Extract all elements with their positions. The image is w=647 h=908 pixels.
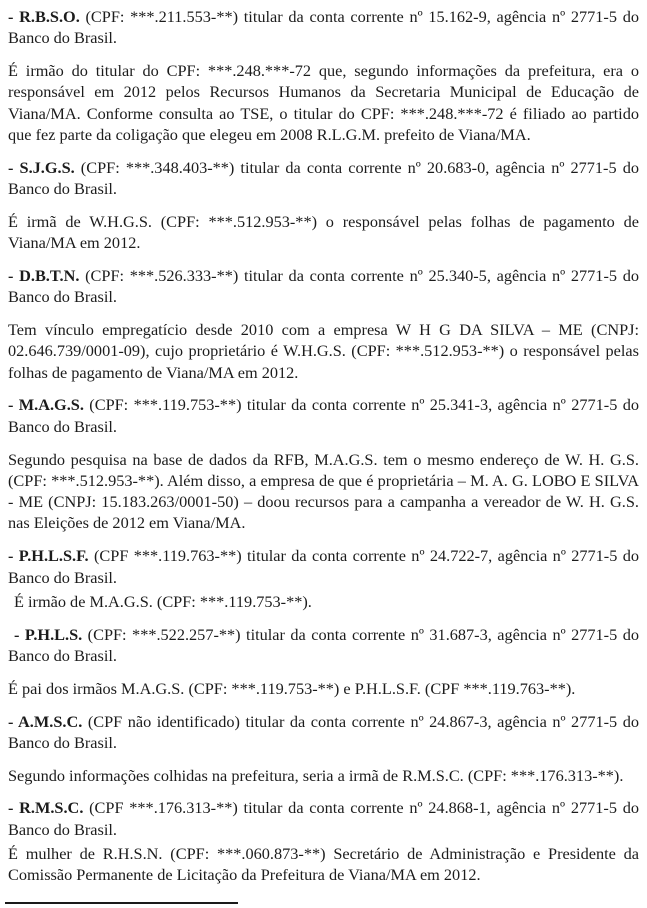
entry-initials: - P.H.L.S. — [14, 624, 83, 644]
account-entry-paragraph: - A.M.S.C. (CPF não identificado) titular da conta corrente nº 24.867-3, agência nº 2771-5 do Banco do Brasil. — [8, 711, 639, 752]
note-paragraph: Segundo pesquisa na base de dados da RFB, M.A.G.S. tem o mesmo endereço de W. H. G.S. (CPF: ***.512.953-**). Além disso, a empresa de que é proprietária – M. A. G. LOBO E SILVA - ME (CNPJ: 15.183.263/0001-50) – doou recursos para a campanha a vereador de W. H. G.S. nas Eleições de 2012 em Viana/MA. — [8, 449, 639, 533]
account-entry-paragraph: - P.H.L.S.F. (CPF ***.119.763-**) titular da conta corrente nº 24.722-7, agência nº 2771-5 do Banco do Brasil. — [8, 546, 639, 587]
entry-initials: - S.J.G.S. — [8, 157, 75, 177]
note-paragraph: É irmão de M.A.G.S. (CPF: ***.119.753-**). — [14, 591, 312, 611]
entry-initials: - R.B.S.O. — [8, 7, 80, 26]
account-entry-paragraph: - D.B.T.N. (CPF: ***.526.333-**) titular da conta corrente nº 25.340-5, agência nº 2771-5 do Banco do Brasil. — [8, 265, 639, 307]
document-body — [8, 6, 639, 886]
note-paragraph: É mulher de R.H.S.N. (CPF: ***.060.873-**) Secretário de Administração e Presidente da Comissão Permanente de Licitação da Prefeitura de Viana/MA em 2012. — [8, 844, 639, 885]
account-entry-paragraph: - S.J.G.S. (CPF: ***.348.403-**) titular da conta corrente nº 20.683-0, agência nº 2771-5 do Banco do Brasil. — [8, 157, 639, 199]
entry-initials: - A.M.S.C. — [8, 711, 83, 731]
note-paragraph: É irmã de W.H.G.S. (CPF: ***.512.953-**) o responsável pelas folhas de pagamento de Viana/MA em 2012. — [8, 211, 639, 253]
entry-initials: - P.H.L.S.F. — [8, 546, 89, 566]
note-paragraph: Segundo informações colhidas na prefeitura, seria a irmã de R.M.S.C. (CPF: ***.176.313-**). — [8, 765, 624, 785]
account-entry-paragraph: - R.B.S.O. (CPF: ***.211.553-**) titular da conta corrente nº 15.162-9, agência nº 2771-5 do Banco do Brasil. — [8, 7, 639, 48]
account-entry-paragraph: - M.A.G.S. (CPF: ***.119.753-**) titular da conta corrente nº 25.341-3, agência nº 2771-5 do Banco do Brasil. — [8, 395, 639, 436]
note-paragraph: É pai dos irmãos M.A.G.S. (CPF: ***.119.753-**) e P.H.L.S.F. (CPF ***.119.763-**). — [8, 678, 576, 698]
entry-initials: - D.B.T.N. — [8, 265, 80, 285]
footnote-separator — [5, 902, 238, 904]
note-paragraph: Tem vínculo empregatício desde 2010 com a empresa W H G DA SILVA – ME (CNPJ: 02.646.739/0001-09), cujo proprietário é W.H.G.S. (CPF: ***.512.953-**) o responsável pelas folhas de pagamento de Viana/MA em 2012. — [8, 320, 639, 382]
entry-initials: - M.A.G.S. — [8, 395, 84, 415]
note-paragraph: É irmão do titular do CPF: ***.248.***-72 que, segundo informações da prefeitura, era o responsável em 2012 pelos Recursos Humanos da Secretaria Municipal de Educação de Viana/MA. Conforme consulta ao TSE, o titular do CPF: ***.248.***-72 é filiado ao partido que fez parte da coligação que elegeu em 2008 R.L.G.M. prefeito de Viana/MA. — [8, 61, 639, 144]
entry-initials: - R.M.S.C. — [8, 798, 84, 818]
account-entry-paragraph: - R.M.S.C. (CPF ***.176.313-**) titular da conta corrente nº 24.868-1, agência nº 2771-5 do Banco do Brasil. — [8, 798, 639, 839]
account-entry-paragraph: - P.H.L.S. (CPF: ***.522.257-**) titular da conta corrente nº 31.687-3, agência nº 2771-5 do Banco do Brasil. — [8, 624, 639, 665]
